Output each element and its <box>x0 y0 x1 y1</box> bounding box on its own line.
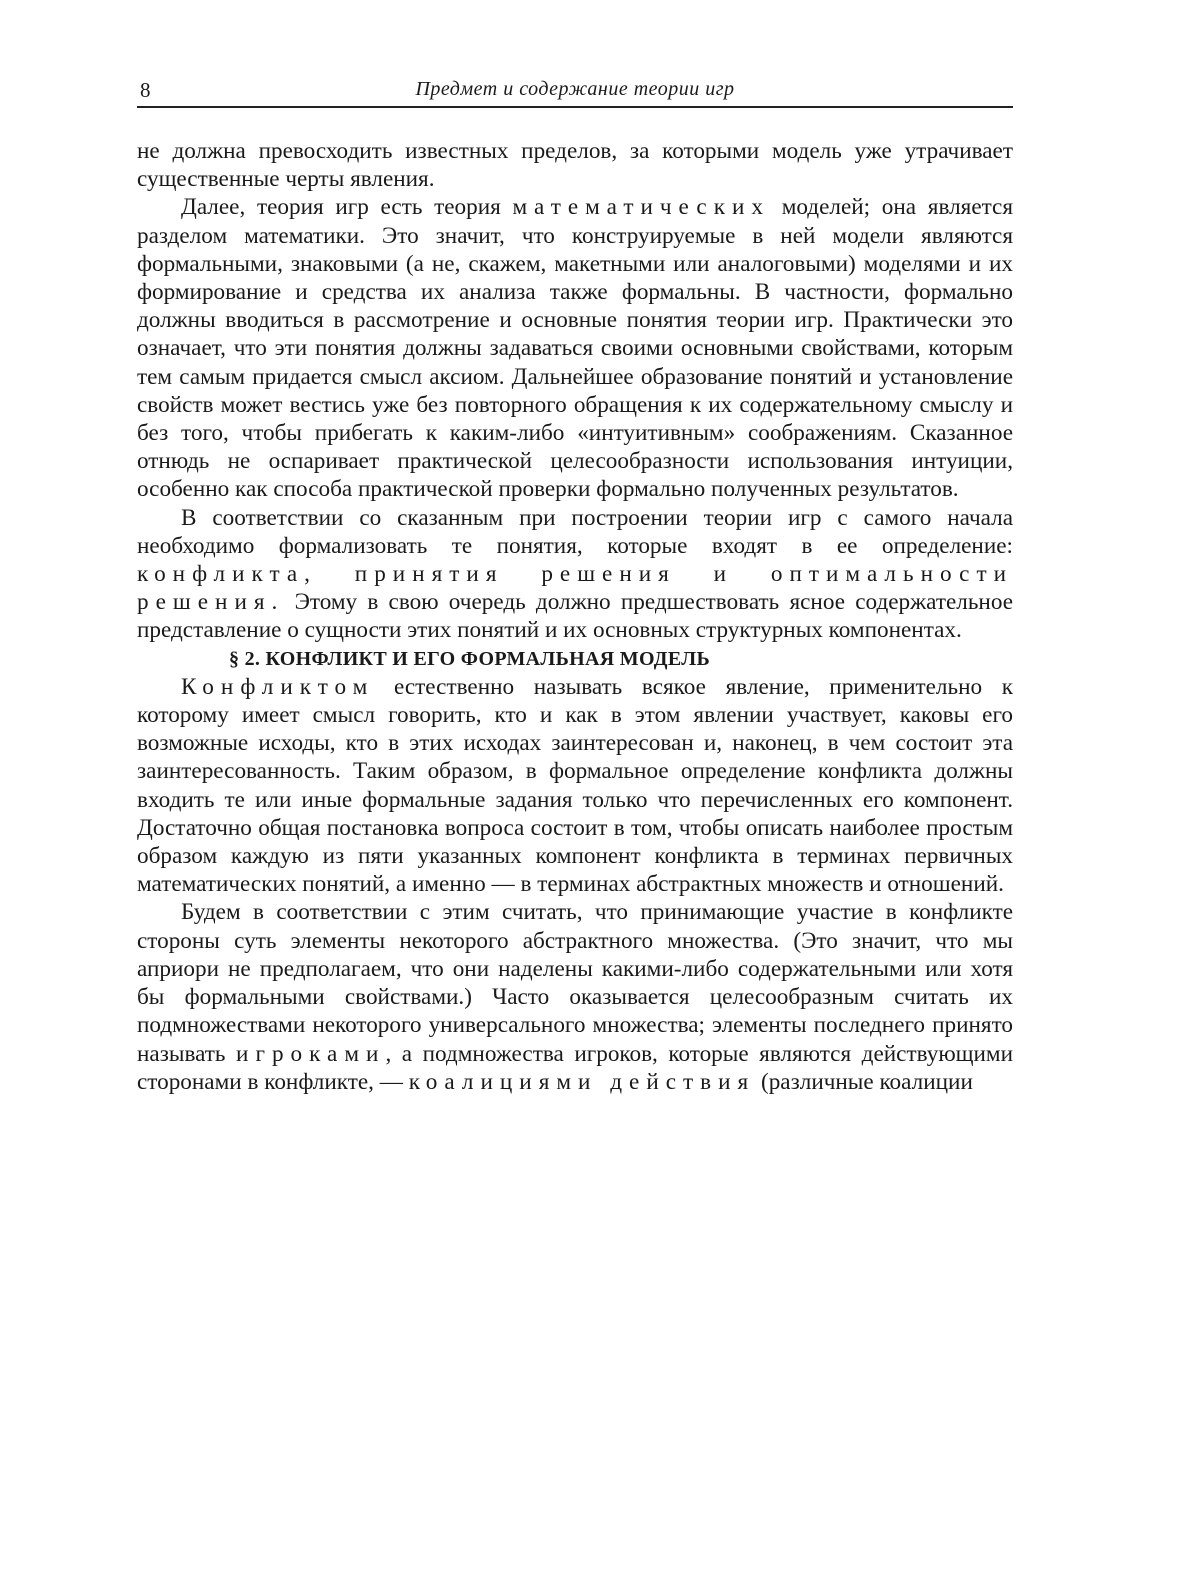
paragraph-2 <box>137 193 1013 503</box>
running-head <box>137 72 1013 108</box>
spaced-term-players: игроками <box>236 1040 386 1067</box>
paragraph-5-text-a: Будем в соответствии с этим считать, что принимающие участие в конфликте стороны суть элементы некоторого абстрактного множества. (Это значит, что мы априори не предполагаем, что они наделены какими-либо содержательными или хотя бы формальными свойствами.) Часто оказывается целесообразным считать их подмножествами некоторого универсального множества; элементы последнего принято называть <box>137 899 1013 1067</box>
paragraph-5-text-c: (различные коалиции <box>760 1068 973 1095</box>
book-page <box>137 72 1013 1096</box>
spaced-terms-conflict-decision: конфликта, принятия решения и оптимальности решения. <box>137 561 1013 616</box>
section-heading: § 2. КОНФЛИКТ И ЕГО ФОРМАЛЬНАЯ МОДЕЛЬ <box>229 647 710 670</box>
paragraph-3 <box>137 504 1013 645</box>
paragraph-5 <box>137 898 1013 1095</box>
spaced-term-mathematical: математических <box>512 194 770 221</box>
paragraph-4-text: естественно называть всякое явление, применительно к которому имеет смысл говорить, кто и как в этом явлении участвует, каковы его возможные исходы, кто в этих исходах заинтересован и, наконец, в чем состоит эта заинтересованность. Таким образом, в формальное определение конфликта должны входить те или иные формальные задания только что перечисленных его компонент. Достаточно общая постановка вопроса состоит в том, чтобы описать наиболее простым образом каждую из пяти указанных компонент конфликта в терминах первичных математических понятий, а именно — в терминах абстрактных множеств и отношений. <box>137 673 1013 898</box>
paragraph-3-text-a: В соответствии со сказанным при построении теории игр с самого начала необходимо формализовать те понятия, которые входят в ее определение: <box>137 504 1013 559</box>
page-number: 8 <box>140 78 151 102</box>
paragraph-5-text-b: , а подмножества игроков, которые являются действующими сторонами в конфликте, — <box>137 1040 1013 1095</box>
paragraph-4 <box>137 673 1013 899</box>
spaced-term-conflict: Конфликтом <box>181 673 375 700</box>
paragraph-1-text: не должна превосходить известных пределов, за которыми модель уже утрачивает существенные черты явления. <box>137 138 1013 193</box>
body-text <box>137 137 1013 1096</box>
paragraph-2-text-a: Далее, теория игр есть теория <box>181 194 501 221</box>
paragraph-3-text-b: Этому в свою очередь должно предшествовать ясное содержательное представление о сущности этих понятий и их основных структурных компонентах. <box>137 589 1013 644</box>
paragraph-1 <box>137 137 1013 193</box>
running-title: Предмет и содержание теории игр <box>415 78 735 100</box>
paragraph-2-text-b: моделей; она является разделом математики. Это значит, что конструируемые в ней модели являются формальными, знаковыми (а не, скажем, макетными или аналоговыми) моделями и их формирование и средства их анализа также формальны. В частности, формально должны вводиться в рассмотрение и основные понятия теории игр. Практически это означает, что эти понятия должны задаваться своими основными свойствами, которым тем самым придается смысл аксиом. Дальнейшее образование понятий и установление свойств может вестись уже без повторного обращения к их содержательному смыслу и без того, чтобы прибегать к каким-либо «интуитивным» соображениям. Сказанное отнюдь не оспаривает практической целесообразности использования интуиции, особенно как способа практической проверки формально полученных результатов. <box>137 194 1014 503</box>
spaced-term-action-coalitions: коалициями действия <box>408 1068 756 1095</box>
